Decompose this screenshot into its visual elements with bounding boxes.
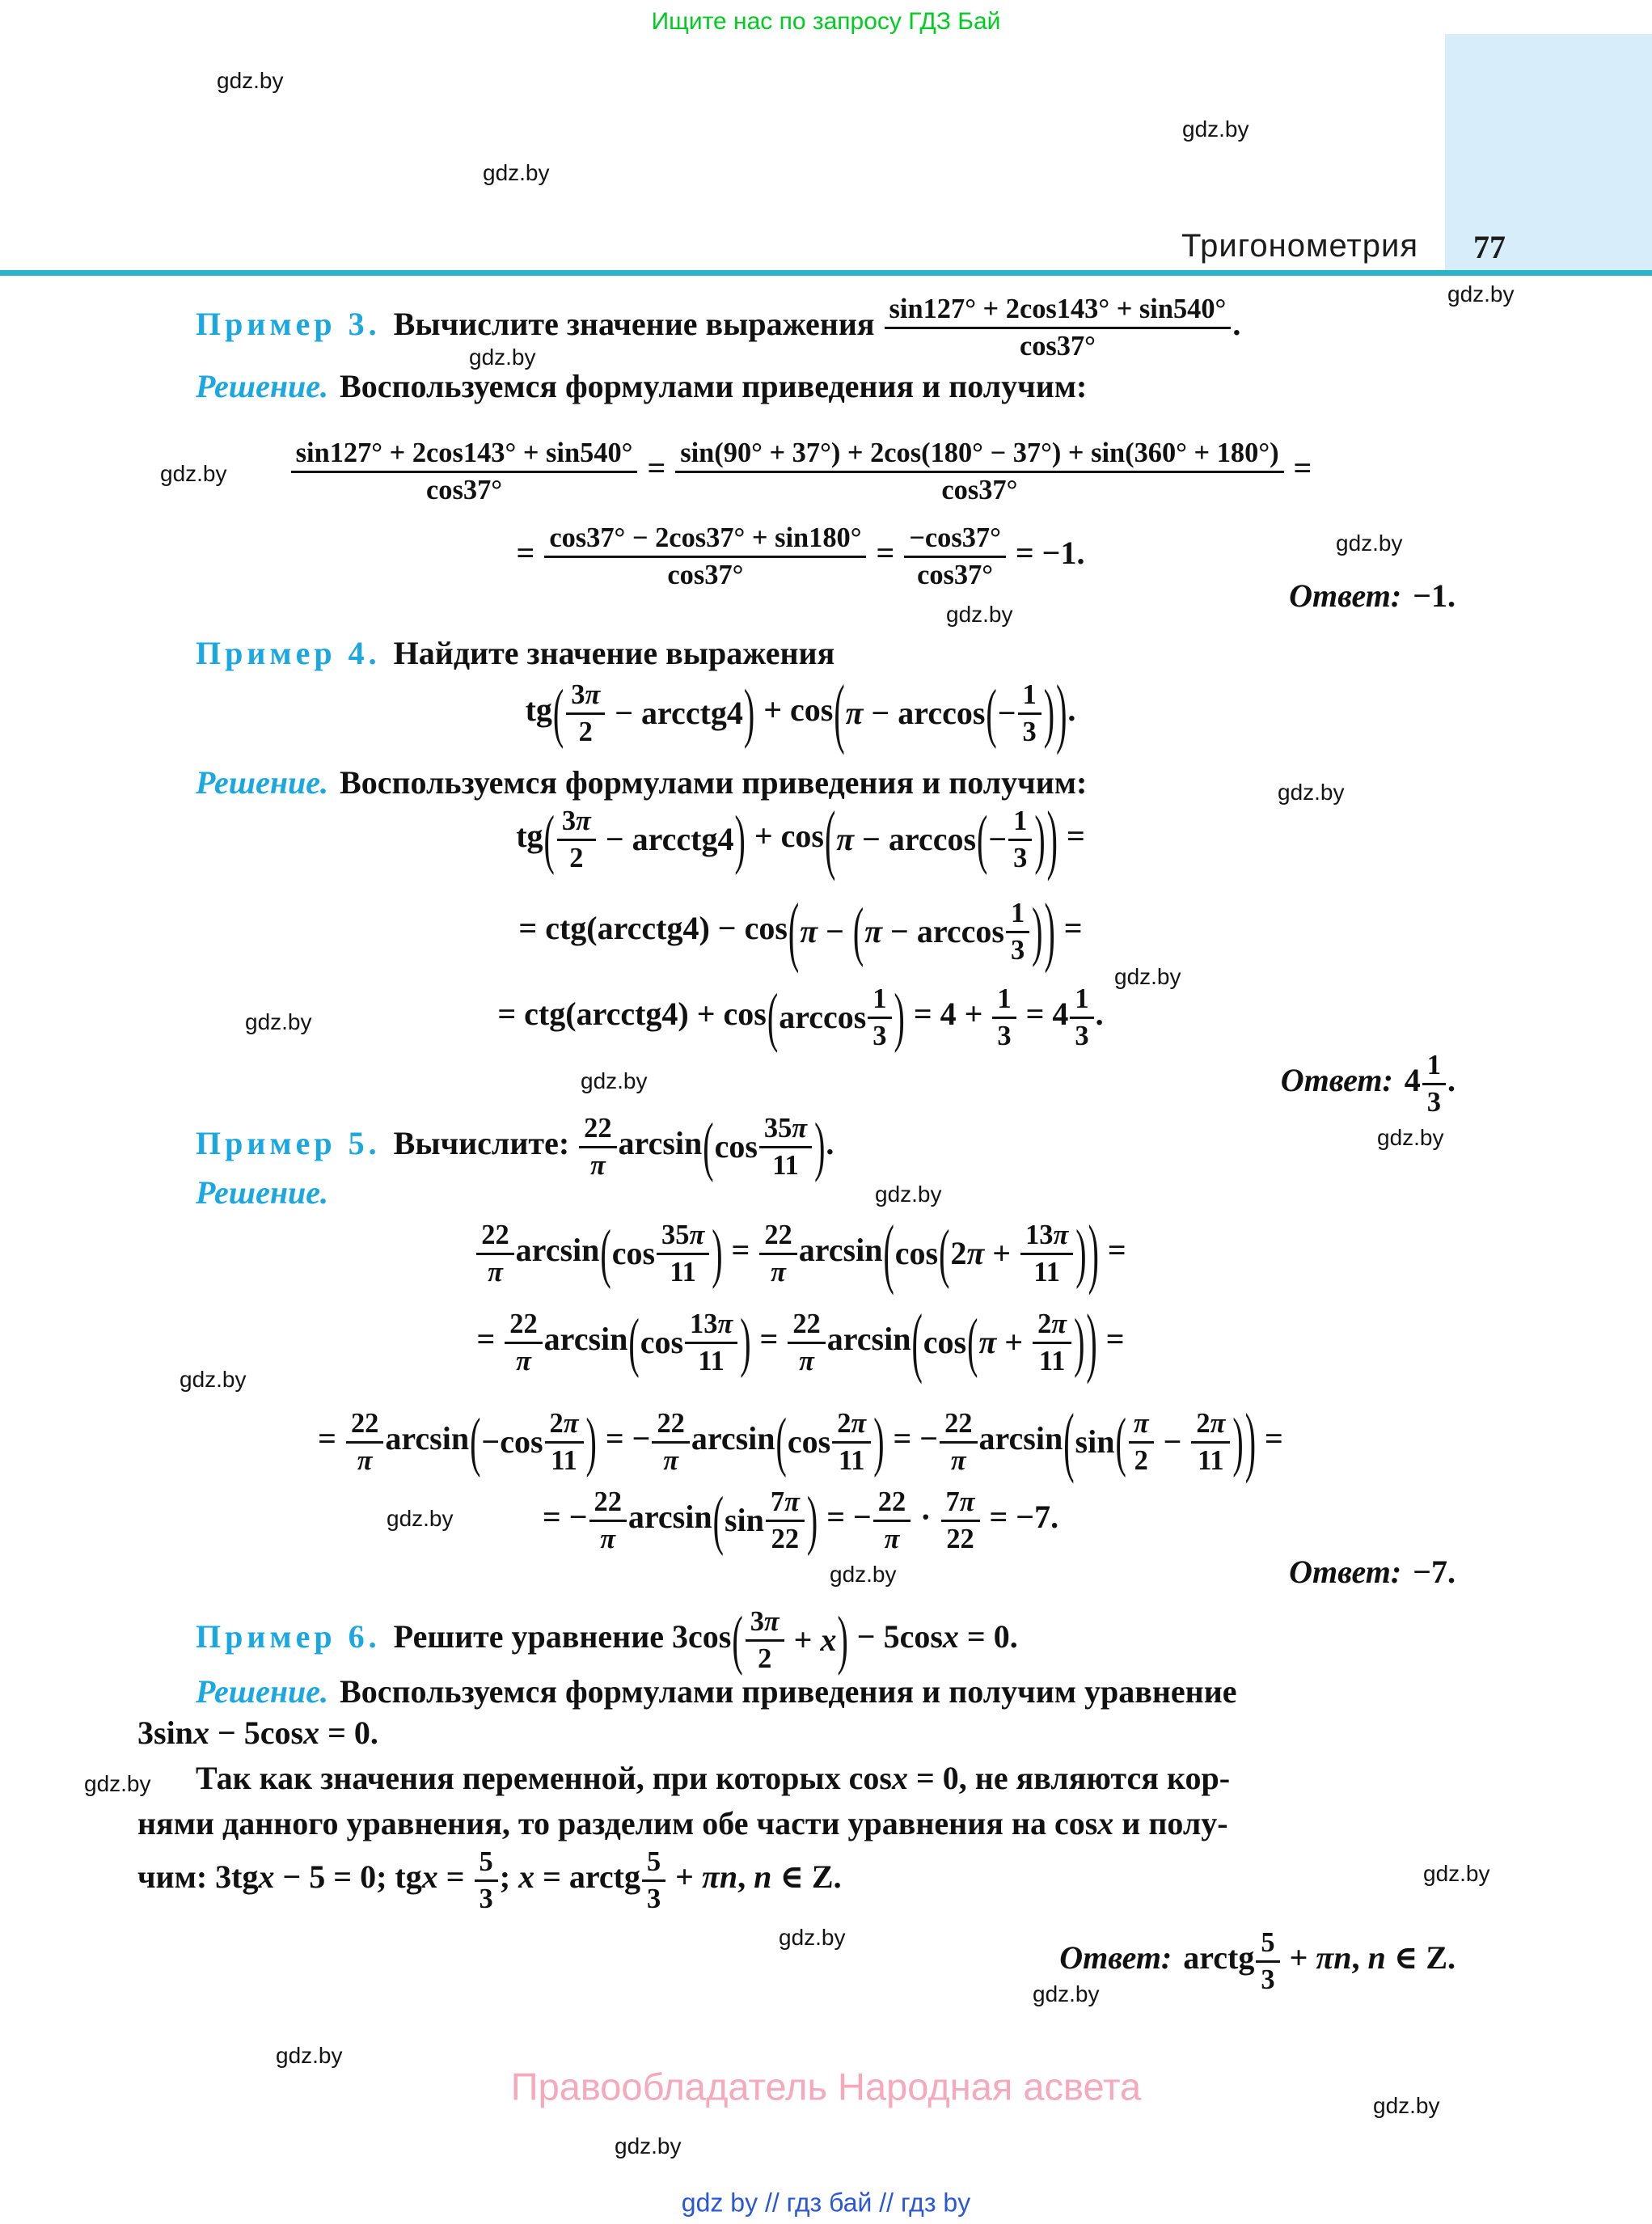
example5-intro: Вычислите: — [393, 1125, 578, 1162]
example3-answer — [137, 577, 1464, 615]
example6-equation — [137, 1714, 1464, 1753]
example6-heading — [137, 1601, 1464, 1677]
math-line: = ctg(arcctg4) + cos ( arccos $\frac{1}{3}$ ) = 4 + $\frac{1}{3}$ = 4 $\frac{1}{3}$ . — [497, 979, 1104, 1055]
example6-solution-text: Воспользуемся формулами приведения и получим уравнение — [340, 1673, 1237, 1710]
math-line: = − $\frac{22}{\pi}$ arcsin ( sin $\frac{7\pi}{22}$ ) = − $\frac{22}{\pi}$ · $\frac{7\pi}{22}$ = −7. — [542, 1482, 1059, 1558]
solution-label: Решение. — [196, 764, 329, 801]
watermark-gdzby: gdz.by — [469, 345, 536, 370]
watermark-gdzby: gdz.by — [946, 602, 1013, 627]
watermark-gdzby: gdz.by — [1377, 1125, 1444, 1150]
watermark-gdzby: gdz.by — [1278, 780, 1345, 805]
answer-label: Ответ: — [1289, 577, 1402, 614]
copyright-line: Правообладатель Народная асвета — [510, 2065, 1142, 2108]
watermark-gdzby: gdz.by — [1373, 2093, 1440, 2118]
promo-banner: Ищите нас по запросу ГДЗ Бай — [651, 8, 1001, 35]
math-line: $\frac{22}{\pi}$ arcsin ( cos $\frac{35\pi}{11}$ ) = $\frac{22}{\pi}$ arcsin ( cos ( 2 π + $\frac{13\pi}{11}$ ) ) = — [475, 1232, 1126, 1268]
example3-solution-heading — [137, 367, 1464, 406]
watermark-gdzby: gdz.by — [1447, 281, 1515, 307]
example4-heading — [137, 634, 1464, 673]
example6-problem-math: 3cos ( $\frac{3\pi}{2}$ + x ) − 5cosx = 0. — [672, 1601, 1018, 1677]
example6-answer — [137, 1927, 1464, 1995]
example5-heading — [137, 1108, 1464, 1184]
page-number: 77 — [1473, 229, 1506, 265]
math-line: = $\frac{22}{\pi}$ arcsin ( cos $\frac{13\pi}{11}$ ) = $\frac{22}{\pi}$ arcsin ( cos ( π + $\frac{2\pi}{11}$ ) ) = — [476, 1297, 1125, 1385]
header-rule — [0, 270, 1652, 276]
example4-formula-3 — [137, 979, 1464, 1055]
watermark-gdzby: gdz.by — [875, 1182, 942, 1207]
math-line: = $\frac{\cos 37^\circ - 2\cos 37^\circ + \sin 180^\circ}{\cos 37^\circ}$ = $\frac{-\cos 37^\circ}{\cos 37^\circ}$ = −1. — [516, 522, 1085, 590]
example4-formula-2 — [137, 886, 1464, 975]
watermark-gdzby: gdz.by — [779, 1925, 846, 1950]
example4-formula-1 — [137, 794, 1464, 882]
watermark-gdzby: gdz.by — [84, 1771, 151, 1796]
example6-paragraph-line3 — [137, 1846, 1464, 1914]
example5-formula-3 — [137, 1397, 1464, 1485]
watermark-gdzby: gdz.by — [1182, 116, 1249, 142]
solution-label: Решение. — [196, 1174, 329, 1211]
example6-paragraph-line2 — [137, 1804, 1464, 1843]
example6-solution-heading — [137, 1672, 1464, 1711]
math-line: чим: 3tgx − 5 = 0; tgx = $\frac{5}{3}$ ; x = arctg $\frac{5}{3}$ + πn, n ∈ Z. — [137, 1846, 842, 1914]
solution-label: Решение. — [196, 1673, 329, 1710]
watermark-gdzby: gdz.by — [217, 68, 284, 93]
watermark-gdzby: gdz.by — [160, 461, 227, 486]
example3-intro: Вычислите значение выражения — [393, 306, 883, 343]
solution-label: Решение. — [196, 368, 329, 404]
answer-label: Ответ: — [1280, 1062, 1393, 1099]
example4-intro: Найдите значение выражения — [393, 635, 835, 671]
example6-intro: Решите уравнение — [393, 1618, 673, 1655]
example5-label: Пример 5. — [196, 1125, 381, 1162]
example3-label: Пример 3. — [196, 306, 381, 343]
answer-value: −1. — [1413, 577, 1456, 614]
example3-solution-text: Воспользуемся формулами приведения и получим: — [340, 368, 1088, 404]
example6-paragraph-line1 — [137, 1759, 1464, 1798]
example5-formula-4 — [137, 1482, 1464, 1558]
watermark-gdzby: gdz.by — [1033, 1981, 1100, 2006]
example4-answer — [137, 1050, 1464, 1118]
math-line: tg ( $\frac{3\pi}{2}$ − arcctg4 ) + cos ( π − arccos ( − $\frac{1}{3}$ ) ) = — [516, 794, 1085, 882]
example5-answer — [137, 1553, 1464, 1592]
example4-problem — [137, 668, 1464, 756]
example4-label: Пример 4. — [196, 635, 381, 671]
example5-solution-heading — [137, 1173, 1464, 1212]
watermark-gdzby: gdz.by — [387, 1506, 454, 1531]
watermark-gdzby: gdz.by — [276, 2043, 343, 2068]
section-title: Тригонометрия — [1181, 228, 1418, 264]
math-line: = ctg(arcctg4) − cos ( π − ( π − arccos $\frac{1}{3}$ ) ) = — [518, 886, 1083, 975]
watermark-gdzby: gdz.by — [1336, 531, 1403, 556]
math-line: = $\frac{22}{\pi}$ arcsin ( −cos $\frac{2\pi}{11}$ ) = − $\frac{22}{\pi}$ arcsin ( cos $\frac{2\pi}{11}$ ) = − $\frac{22}{\pi}$ arcsin ( sin ( $\frac{\pi}{2}$ − $\frac{2\pi}{11}$ ) ) = — [318, 1397, 1283, 1485]
answer-label: Ответ: — [1059, 1939, 1172, 1977]
answer-label: Ответ: — [1289, 1554, 1402, 1590]
example5-formula-1 — [137, 1208, 1464, 1296]
example3-formula-1 — [137, 438, 1464, 505]
watermark-gdzby: gdz.by — [1114, 964, 1181, 989]
example3-problem-math: $\frac{\sin 127^\circ + 2\cos 143^\circ + \sin 540^\circ}{\cos 37^\circ}$ . — [883, 306, 1241, 342]
example6-label: Пример 6. — [196, 1618, 381, 1655]
answer-value: arctg $\frac{5}{3}$ + πn, n ∈ Z. — [1183, 1926, 1456, 1995]
watermark-gdzby: gdz.by — [615, 2133, 682, 2158]
watermark-gdzby: gdz.by — [581, 1068, 648, 1093]
answer-value: −7. — [1413, 1554, 1456, 1590]
footer-links: gdz by // гдз бай // гдз by — [681, 2188, 971, 2218]
example4-solution-text: Воспользуемся формулами приведения и получим: — [340, 764, 1088, 801]
watermark-gdzby: gdz.by — [180, 1367, 247, 1392]
math-line: нями данного уравнения, то разделим обе части уравнения на cosx и полу- — [137, 1805, 1228, 1841]
answer-value: 4 $\frac{1}{3}$ . — [1404, 1049, 1456, 1118]
watermark-gdzby: gdz.by — [1423, 1861, 1490, 1886]
example5-problem-math: $\frac{22}{\pi}$ arcsin ( cos $\frac{35\pi}{11}$ ) . — [577, 1125, 834, 1161]
example3-heading — [137, 294, 1464, 362]
math-line: 3sinx − 5cosx = 0. — [137, 1715, 378, 1751]
watermark-gdzby: gdz.by — [245, 1009, 312, 1034]
math-line: Так как значения переменной, при которых cosx = 0, не являются кор- — [196, 1760, 1231, 1796]
watermark-gdzby: gdz.by — [830, 1562, 897, 1587]
math-line: tg ( $\frac{3\pi}{2}$ − arcctg4 ) + cos ( π − arccos ( − $\frac{1}{3}$ ) ) . — [525, 668, 1076, 756]
math-line: $\frac{\sin 127^\circ + 2\cos 143^\circ + \sin 540^\circ}{\cos 37^\circ}$ = $\frac{\sin(90^\circ + 37^\circ) + 2\cos(180^\circ - 37^\circ) + \sin(360^\circ + 180^\circ)}{\cos 37^\circ}$ = — [289, 450, 1312, 486]
watermark-gdzby: gdz.by — [483, 160, 550, 185]
example4-solution-heading — [137, 763, 1464, 805]
